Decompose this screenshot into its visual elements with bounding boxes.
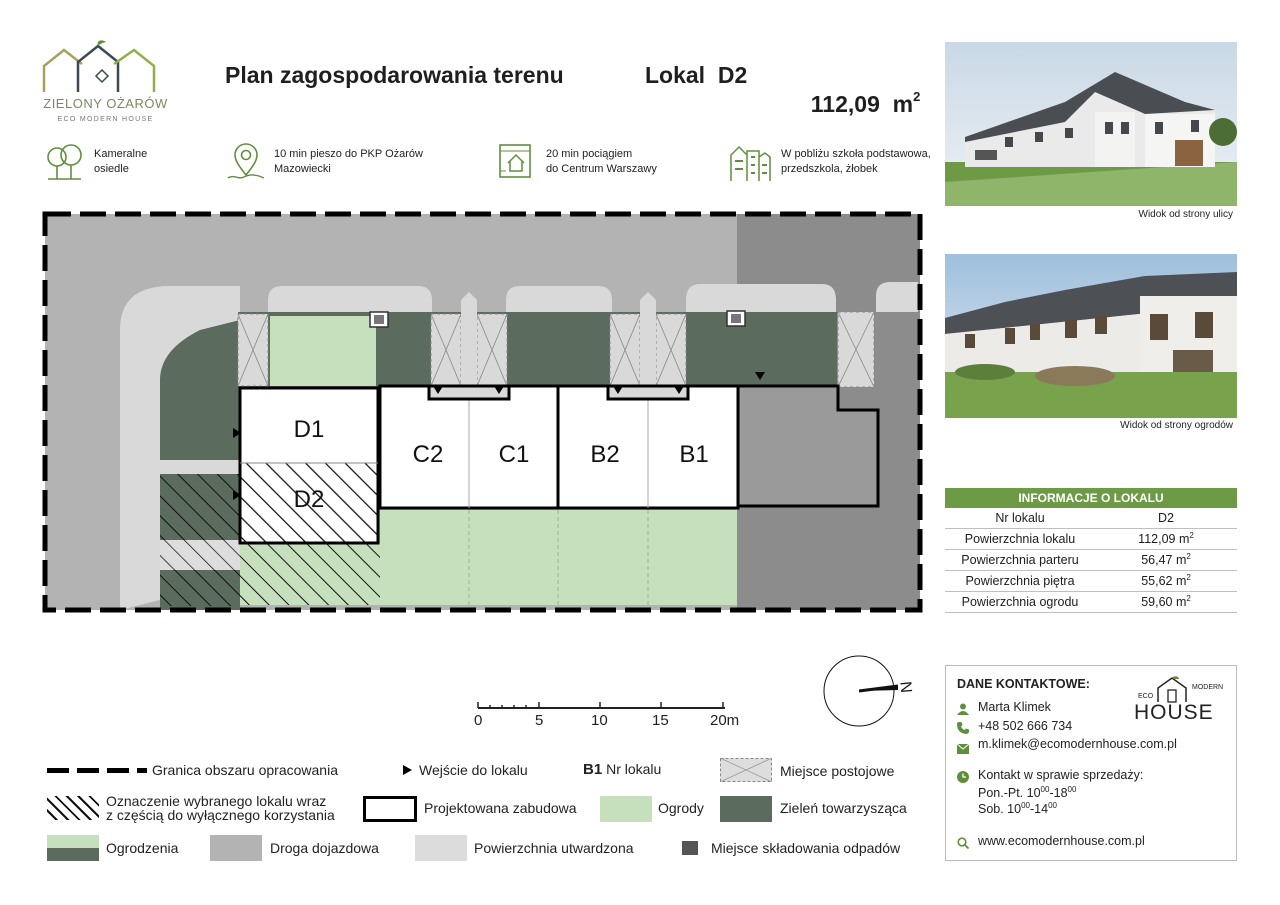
- info-value: 112,09 m: [1138, 532, 1190, 547]
- info-label: Powierzchnia ogrodu: [945, 592, 1095, 613]
- school-icon: [729, 141, 771, 183]
- logo: [38, 40, 173, 130]
- hours-weekdays-mid: -18: [1049, 786, 1068, 801]
- phone-icon: [957, 721, 969, 733]
- tree-icon: [44, 141, 84, 181]
- hours-saturday-sup2: 00: [1048, 801, 1057, 810]
- logo-tagline: ECO MODERN HOUSE: [57, 116, 154, 123]
- brand-eco: ECO: [1138, 693, 1154, 700]
- legend-selected-label-line1: Oznaczenie wybranego lokalu wraz: [106, 793, 327, 809]
- info-value-cell: [1095, 571, 1237, 592]
- unit-info-table: [945, 488, 1237, 613]
- table-row: [945, 571, 1237, 592]
- north-arrow: [822, 654, 922, 730]
- feature-4-line2: przedszkola, żłobek: [781, 163, 878, 175]
- legend-gardens-label: Ogrody: [658, 800, 704, 816]
- hours-saturday-mid: -14: [1030, 802, 1049, 817]
- table-row: [945, 529, 1237, 550]
- feature-3-line2: do Centrum Warszawy: [546, 163, 657, 175]
- hours-weekdays-sup1: 00: [1040, 785, 1050, 794]
- legend-boundary-swatch: [47, 768, 147, 773]
- contact-heading: DANE KONTAKTOWE:: [957, 677, 1090, 691]
- scale-bar-line: [475, 700, 735, 712]
- info-value: 55,62 m: [1141, 574, 1187, 589]
- hours-saturday-sup1: 00: [1021, 801, 1030, 810]
- legend-unit-number-label: Nr lokalu: [606, 761, 662, 777]
- feature-2: [226, 141, 466, 185]
- unit-title: Lokal D2: [645, 62, 748, 88]
- legend-building-swatch: [363, 796, 417, 822]
- hours-weekdays: [978, 785, 1076, 800]
- legend-greenery-swatch: [720, 796, 772, 822]
- eco-modern-house-logo: [1128, 676, 1228, 724]
- legend-road-label: Droga dojazdowa: [270, 840, 379, 856]
- north-label: N: [898, 680, 917, 694]
- table-row: [945, 592, 1237, 613]
- feature-1-line1: Kameralne: [94, 148, 148, 160]
- hours-weekdays-sup2: 00: [1067, 785, 1077, 794]
- sales-label: Kontakt w sprawie sprzedaży:: [978, 768, 1144, 782]
- scale-bar: [470, 700, 760, 730]
- unit-area-sup: 2: [913, 89, 921, 104]
- feature-4: [729, 141, 939, 185]
- feature-1-line2: osiedle: [94, 163, 129, 175]
- plan-label-b2: B2: [590, 441, 620, 468]
- legend-selected-label-line2: z częścią do wyłącznego korzystania: [106, 807, 335, 823]
- scale-tick-5: 5: [535, 712, 544, 729]
- feature-4-line1: W pobliżu szkoła podstawowa,: [781, 148, 931, 160]
- contact-person: Marta Klimek: [978, 700, 1051, 714]
- info-label: Powierzchnia parteru: [945, 550, 1095, 571]
- contact-phone[interactable]: +48 502 666 734: [978, 719, 1073, 733]
- info-label: Powierzchnia lokalu: [945, 529, 1095, 550]
- info-value-sup: 2: [1186, 552, 1191, 562]
- feature-2-line1: 10 min pieszo do PKP Ożarów: [274, 148, 423, 160]
- search-icon: [957, 836, 969, 848]
- logo-name: ZIELONY OŻARÓW: [43, 96, 168, 111]
- scale-tick-20: 20m: [710, 712, 740, 729]
- info-value-cell: [1095, 550, 1237, 571]
- plan-label-d2: D2: [293, 486, 325, 513]
- legend-selected-label: [106, 794, 335, 822]
- legend-building-label: Projektowana zabudowa: [424, 800, 577, 816]
- legend-road-swatch: [210, 835, 262, 861]
- contact-website[interactable]: www.ecomodernhouse.com.pl: [978, 834, 1145, 848]
- legend-parking-swatch: [720, 758, 772, 782]
- legend-entrance-icon: [403, 765, 412, 775]
- site-plan: [40, 208, 932, 618]
- info-value: 59,60 m: [1141, 595, 1187, 610]
- info-label: Powierzchnia piętra: [945, 571, 1095, 592]
- scale-tick-15: 15: [652, 712, 669, 729]
- brand-modern: MODERN: [1192, 684, 1224, 691]
- info-value-cell: [1095, 529, 1237, 550]
- legend-parking-label: Miejsce postojowe: [780, 763, 895, 779]
- hours-weekdays-prefix: Pon.-Pt. 10: [978, 786, 1041, 801]
- plan-label-b1: B1: [679, 441, 709, 468]
- street-view-caption: Widok od strony ulicy: [1138, 209, 1233, 220]
- table-row: [945, 550, 1237, 571]
- info-value-sup: 2: [1186, 594, 1191, 604]
- legend-waste-label: Miejsce składowania odpadów: [711, 840, 901, 856]
- contact-email[interactable]: m.klimek@ecomodernhouse.com.pl: [978, 737, 1177, 751]
- legend-unit-number-bold: B1: [583, 761, 603, 778]
- plan-label-c2: C2: [412, 441, 444, 468]
- legend-boundary-label: Granica obszaru opracowania: [152, 762, 338, 778]
- plan-label-c1: C1: [498, 441, 530, 468]
- legend-paved-swatch: [415, 835, 467, 861]
- location-pin-icon: [226, 141, 266, 181]
- logo-houses-icon: [38, 40, 173, 96]
- plan-label-d1: D1: [293, 416, 325, 443]
- street-view-photo: [945, 42, 1237, 206]
- table-row: [945, 508, 1237, 529]
- legend-waste-swatch: [682, 841, 698, 855]
- house-logo-icon: [1152, 676, 1192, 704]
- garden-view-caption: Widok od strony ogrodów: [1120, 420, 1233, 431]
- person-icon: [957, 702, 969, 714]
- email-icon: [957, 741, 969, 751]
- feature-2-line2: Mazowiecki: [274, 163, 331, 175]
- legend-entrance-label: Wejście do lokalu: [419, 762, 528, 778]
- feature-3: [496, 141, 696, 185]
- unit-area-value: 112,09 m: [810, 91, 914, 117]
- legend-paved-label: Powierzchnia utwardzona: [474, 840, 634, 856]
- garden-view-photo: [945, 254, 1237, 418]
- feature-3-line1: 20 min pociągiem: [546, 148, 633, 160]
- hours-saturday: [978, 801, 1057, 816]
- legend-greenery-label: Zieleń towarzysząca: [780, 800, 907, 816]
- scale-tick-10: 10: [591, 712, 608, 729]
- map-icon: [496, 141, 536, 181]
- legend-unit-number: [583, 761, 661, 778]
- info-value-sup: 2: [1189, 531, 1194, 541]
- info-value: D2: [1095, 508, 1237, 529]
- scale-tick-0: 0: [474, 712, 483, 729]
- unit-area: [798, 62, 920, 118]
- hours-saturday-prefix: Sob. 10: [978, 802, 1022, 817]
- legend-gardens-swatch: [600, 796, 652, 822]
- legend-fences-label: Ogrodzenia: [106, 840, 179, 856]
- contact-box: [945, 665, 1237, 861]
- clock-icon: [957, 770, 969, 782]
- info-value-sup: 2: [1186, 573, 1191, 583]
- info-value: 56,47 m: [1141, 553, 1187, 568]
- legend-fences-swatch: [47, 835, 99, 861]
- feature-1: [44, 141, 224, 185]
- brand-house: HOUSE: [1134, 701, 1214, 724]
- info-value-cell: [1095, 592, 1237, 613]
- legend-selected-swatch: [47, 796, 99, 820]
- info-label: Nr lokalu: [945, 508, 1095, 529]
- page-title: Plan zagospodarowania terenu: [225, 62, 564, 88]
- info-table-header: INFORMACJE O LOKALU: [945, 488, 1237, 508]
